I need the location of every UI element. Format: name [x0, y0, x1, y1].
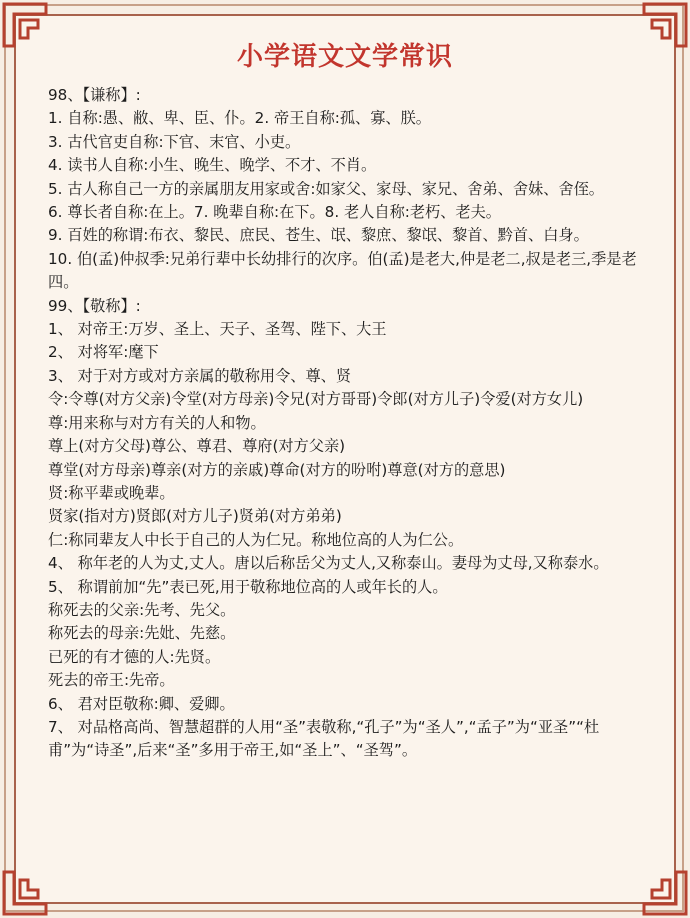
text-line: 尊堂(对方母亲)尊亲(对方的亲戚)尊命(对方的吩咐)尊意(对方的意思)	[48, 460, 506, 479]
text-line: 4、 称年老的人为丈,丈人。唐以后称岳父为丈人,又称泰山。妻母为丈母,又称泰水。	[48, 554, 609, 573]
text-line: 贤:称平辈或晚辈。	[48, 483, 175, 502]
text-line: 3. 古代官吏自称:下官、末官、小吏。	[48, 132, 301, 151]
text-line: 尊:用来称与对方有关的人和物。	[48, 413, 266, 432]
text-line: 10. 伯(孟)仲叔季:兄弟行辈中长幼排行的次序。伯(孟)是老大,仲是老二,叔是老三,季是老四。	[48, 249, 637, 292]
text-line: 仁:称同辈友人中长于自己的人为仁兄。称地位高的人为仁公。	[48, 530, 464, 549]
text-line: 贤家(指对方)贤郎(对方儿子)贤弟(对方弟弟)	[48, 507, 342, 526]
corner-ornament-icon	[0, 860, 58, 918]
text-line: 3、 对于对方或对方亲属的敬称用令、尊、贤	[48, 366, 352, 385]
text-line: 已死的有才德的人:先贤。	[48, 647, 221, 666]
text-line: 称死去的父亲:先考、先父。	[48, 600, 236, 619]
text-line: 6. 尊长者自称:在上。7. 晚辈自称:在下。8. 老人自称:老朽、老夫。	[48, 203, 501, 222]
text-line: 1. 自称:愚、敝、卑、臣、仆。2. 帝王自称:孤、寡、朕。	[48, 109, 431, 128]
text-line: 4. 读书人自称:小生、晚生、晚学、不才、不肖。	[48, 156, 377, 175]
text-line: 称死去的母亲:先妣、先慈。	[48, 624, 236, 643]
text-line: 1、 对帝王:万岁、圣上、天子、圣驾、陛下、大王	[48, 320, 387, 339]
text-line: 9. 百姓的称谓:布衣、黎民、庶民、苍生、氓、黎庶、黎氓、黎首、黔首、白身。	[48, 226, 589, 245]
text-line: 7、 对品格高尚、智慧超群的人用“圣”表敬称,“孔子”为“圣人”,“孟子”为“亚圣”“杜甫”为“诗圣”,后来“圣”多用于帝王,如“圣上”、“圣驾”。	[48, 717, 600, 760]
document-body	[48, 84, 652, 763]
text-line: 5、 称谓前加“先”表已死,用于敬称地位高的人或年长的人。	[48, 577, 448, 596]
text-line: 2、 对将军:麾下	[48, 343, 159, 362]
corner-ornament-icon	[632, 860, 690, 918]
text-line: 死去的帝王:先帝。	[48, 671, 175, 690]
text-line: 令:令尊(对方父亲)令堂(对方母亲)令兄(对方哥哥)令郎(对方儿子)令爱(对方女儿)	[48, 390, 584, 409]
text-line: 尊上(对方父母)尊公、尊君、尊府(对方父亲)	[48, 437, 346, 456]
text-line: 98、【谦称】:	[48, 86, 141, 104]
text-line: 99、【敬称】:	[48, 296, 141, 315]
text-line: 6、 君对臣敬称:卿、爱卿。	[48, 694, 235, 713]
page-title: 小学语文文学常识	[236, 42, 453, 72]
text-line: 5. 古人称自己一方的亲属朋友用家或舍:如家父、家母、家兄、舍弟、舍妹、舍侄。	[48, 179, 604, 198]
